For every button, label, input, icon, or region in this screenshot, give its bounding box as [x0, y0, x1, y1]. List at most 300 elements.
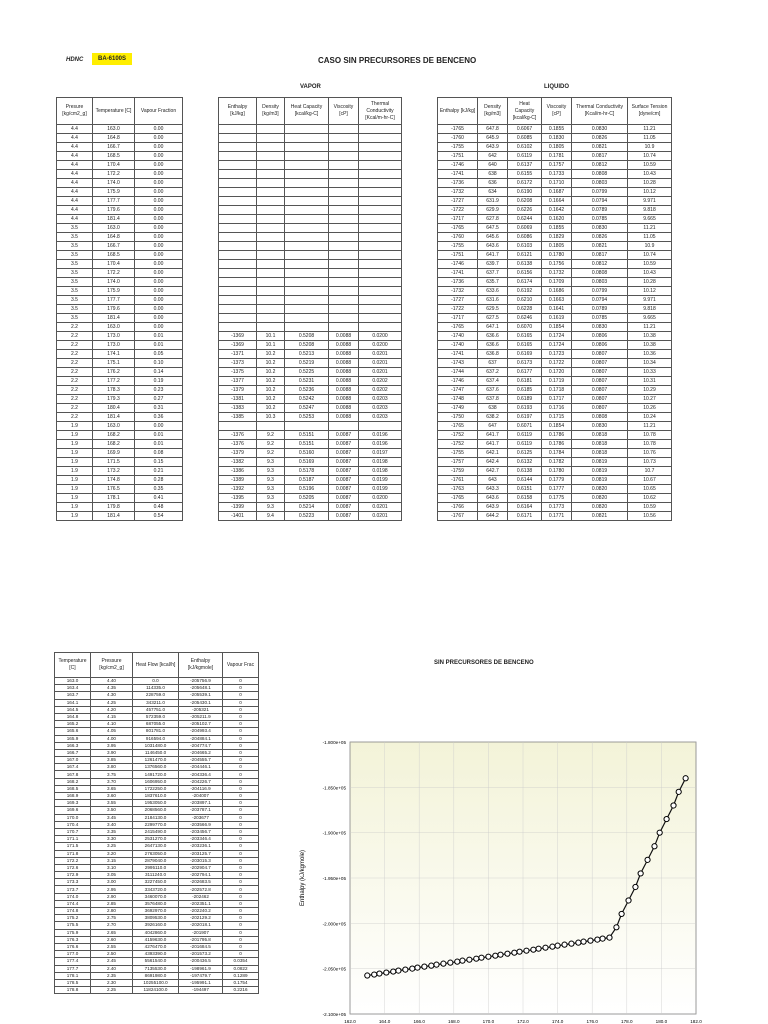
- table-row: [219, 170, 402, 179]
- table-cell: [359, 143, 402, 152]
- table-cell: 3692970.0: [133, 908, 179, 915]
- data-point: [486, 954, 491, 959]
- table-cell: 0.0088: [329, 386, 359, 395]
- table-cell: 10.2: [257, 359, 285, 368]
- table-cell: -1717: [438, 215, 478, 224]
- table-cell: 0.6197: [508, 413, 542, 422]
- table-row: [55, 893, 259, 900]
- table-cell: [359, 278, 402, 287]
- table-cell: 2.2: [57, 332, 93, 341]
- table-cell: 164.8: [55, 713, 91, 720]
- table-cell: 0.0830: [572, 422, 628, 431]
- table-cell: 4.4: [57, 197, 93, 206]
- table-cell: 0.5236: [285, 386, 329, 395]
- table-row: [57, 350, 183, 359]
- table-cell: 8691980.0: [133, 972, 179, 979]
- table-cell: 9.3: [257, 485, 285, 494]
- table-cell: 2.60: [91, 936, 133, 943]
- data-point: [614, 925, 619, 930]
- table-cell: 0.1732: [542, 269, 572, 278]
- table-cell: 0.0818: [572, 431, 628, 440]
- table-cell: 0.6121: [508, 251, 542, 260]
- data-point: [384, 970, 389, 975]
- table-cell: [329, 215, 359, 224]
- x-tick-label: 166.0: [413, 1019, 425, 1024]
- col-header: Thermal Conductivity [Kcal/m-hr-C]: [359, 98, 402, 125]
- table-cell: 175.9: [93, 287, 135, 296]
- table-cell: 0.0201: [359, 368, 402, 377]
- table-cell: 1.9: [57, 458, 93, 467]
- table-cell: [257, 125, 285, 134]
- table-cell: 10.43: [628, 170, 672, 179]
- table-cell: 10.2: [257, 377, 285, 386]
- table-cell: [257, 251, 285, 260]
- table-row: [55, 987, 259, 994]
- table-cell: 2.50: [91, 951, 133, 958]
- table-cell: 0.0203: [359, 413, 402, 422]
- table-cell: 0: [223, 785, 259, 792]
- table-cell: 0.1754: [223, 979, 259, 986]
- table-cell: -1385: [219, 413, 257, 422]
- table-row: [57, 233, 183, 242]
- table-cell: 642.4: [478, 458, 508, 467]
- table-cell: 0.1830: [542, 134, 572, 143]
- table-cell: 0.0826: [572, 134, 628, 143]
- table-row: [219, 440, 402, 449]
- table-row: [55, 972, 259, 979]
- table-cell: 2.90: [91, 893, 133, 900]
- table-row: [55, 922, 259, 929]
- table-cell: 0.1757: [542, 161, 572, 170]
- table-row: [219, 458, 402, 467]
- table-cell: 0.0088: [329, 332, 359, 341]
- table-cell: [329, 251, 359, 260]
- table-cell: [329, 233, 359, 242]
- table-row: [219, 323, 402, 332]
- table-cell: -204116.9: [179, 785, 223, 792]
- table-cell: 0.1709: [542, 278, 572, 287]
- table-row: [438, 179, 672, 188]
- table-cell: [285, 224, 329, 233]
- table-cell: 0.2216: [223, 987, 259, 994]
- table-cell: 3460070.0: [133, 893, 179, 900]
- data-point: [493, 953, 498, 958]
- table-cell: [285, 296, 329, 305]
- table-cell: 0.00: [135, 242, 183, 251]
- table-cell: [329, 422, 359, 431]
- table-row: [438, 269, 672, 278]
- table-cell: [257, 206, 285, 215]
- data-point: [633, 884, 638, 889]
- table-row: [55, 936, 259, 943]
- table-row: [57, 422, 183, 431]
- table-row: [57, 242, 183, 251]
- table-cell: -201907: [179, 929, 223, 936]
- table-cell: [257, 323, 285, 332]
- table-cell: [285, 125, 329, 134]
- table-row: [55, 721, 259, 728]
- table-cell: -1379: [219, 449, 257, 458]
- table-cell: 0: [223, 699, 259, 706]
- table-cell: 174.0: [55, 893, 91, 900]
- table-cell: 0.0807: [572, 395, 628, 404]
- table-row: [57, 260, 183, 269]
- table-row: [438, 305, 672, 314]
- table-cell: 10.28: [628, 179, 672, 188]
- table-row: [219, 494, 402, 503]
- table-cell: [329, 206, 359, 215]
- data-point: [517, 949, 522, 954]
- table-cell: 647: [478, 422, 508, 431]
- table-cell: 0.6172: [508, 179, 542, 188]
- table-cell: 0.27: [135, 395, 183, 404]
- table-cell: -1732: [438, 188, 478, 197]
- table-row: [55, 699, 259, 706]
- table-row: [438, 368, 672, 377]
- table-cell: 172.6: [55, 864, 91, 871]
- table-cell: 0.1786: [542, 440, 572, 449]
- table-cell: 0.1805: [542, 242, 572, 251]
- table-cell: 10.29: [628, 386, 672, 395]
- data-point: [595, 937, 600, 942]
- table-cell: 7135530.0: [133, 965, 179, 972]
- table-cell: [285, 260, 329, 269]
- table-cell: 2.80: [91, 908, 133, 915]
- table-cell: -1765: [438, 323, 478, 332]
- table-cell: 10.65: [628, 485, 672, 494]
- table-cell: 3227450.0: [133, 879, 179, 886]
- data-point: [377, 971, 382, 976]
- table-row: [438, 485, 672, 494]
- table-cell: 643.3: [478, 485, 508, 494]
- table-row: [55, 900, 259, 907]
- table-row: [438, 467, 672, 476]
- table-cell: 3.60: [91, 793, 133, 800]
- table-cell: 0.6138: [508, 467, 542, 476]
- table-cell: 0.6119: [508, 152, 542, 161]
- table-cell: [359, 170, 402, 179]
- table-cell: 1.9: [57, 449, 93, 458]
- table-row: [438, 413, 672, 422]
- table-row: [55, 850, 259, 857]
- table-cell: 0.1642: [542, 206, 572, 215]
- table-cell: 0.0808: [572, 269, 628, 278]
- table-cell: 10.2: [257, 395, 285, 404]
- table-row: [57, 269, 183, 278]
- table-row: [57, 413, 183, 422]
- table-cell: [359, 314, 402, 323]
- table-cell: 0.0203: [359, 404, 402, 413]
- table-cell: 0.0830: [572, 125, 628, 134]
- table-row: [55, 728, 259, 735]
- table-cell: 0.6085: [508, 134, 542, 143]
- table-cell: 9.2: [257, 449, 285, 458]
- table-cell: [359, 125, 402, 134]
- data-point: [505, 951, 510, 956]
- table-cell: 176.3: [55, 936, 91, 943]
- data-point: [619, 911, 624, 916]
- col-header: Heat Capacity [kcal/kg-C]: [508, 98, 542, 125]
- table-cell: -205211.9: [179, 713, 223, 720]
- table-cell: [257, 179, 285, 188]
- table-cell: -1747: [438, 386, 478, 395]
- table-cell: 0.35: [135, 485, 183, 494]
- table-row: [219, 314, 402, 323]
- table-row: [57, 152, 183, 161]
- table-cell: 163.4: [55, 685, 91, 692]
- table-cell: 10.7: [628, 467, 672, 476]
- table-cell: 0.5253: [285, 413, 329, 422]
- table-row: [55, 764, 259, 771]
- table-cell: 0.0087: [329, 440, 359, 449]
- table-cell: 0.6173: [508, 359, 542, 368]
- table-cell: 3.95: [91, 742, 133, 749]
- data-point: [550, 944, 555, 949]
- table-cell: 0.0822: [223, 965, 259, 972]
- table-cell: 0.00: [135, 314, 183, 323]
- table-cell: -1395: [219, 494, 257, 503]
- table-row: [438, 314, 672, 323]
- data-point: [415, 965, 420, 970]
- table-cell: 0: [223, 800, 259, 807]
- table-cell: 0.0088: [329, 350, 359, 359]
- table-cell: 9.3: [257, 467, 285, 476]
- table-cell: 1.9: [57, 431, 93, 440]
- table-cell: 176.2: [93, 368, 135, 377]
- table-cell: -1752: [438, 440, 478, 449]
- table-cell: 0.41: [135, 494, 183, 503]
- table-cell: 0.0799: [572, 188, 628, 197]
- table-cell: [257, 152, 285, 161]
- table-cell: 0.0826: [572, 233, 628, 242]
- table-cell: 2.65: [91, 929, 133, 936]
- table-cell: 0.00: [135, 296, 183, 305]
- table-cell: 10.38: [628, 341, 672, 350]
- table-cell: 0: [223, 843, 259, 850]
- table-row: [57, 359, 183, 368]
- data-point: [645, 857, 650, 862]
- table-cell: -1755: [438, 449, 478, 458]
- table-cell: 0: [223, 706, 259, 713]
- table-cell: 631.6: [478, 296, 508, 305]
- table-row: [57, 368, 183, 377]
- table-row: [55, 929, 259, 936]
- table-cell: [257, 287, 285, 296]
- table-cell: 10.76: [628, 449, 672, 458]
- col-header: Enthalpy [kJ/kgmole]: [179, 653, 223, 678]
- table-cell: 0.0817: [572, 152, 628, 161]
- table-cell: -1750: [438, 413, 478, 422]
- table-cell: -194497: [179, 987, 223, 994]
- case-tag: BA-6100S: [92, 53, 132, 65]
- table-cell: 4276470.0: [133, 943, 179, 950]
- table-cell: 0: [223, 879, 259, 886]
- table-cell: 9.971: [628, 197, 672, 206]
- table-row: [438, 215, 672, 224]
- table-cell: 0.5247: [285, 404, 329, 413]
- table-row: [55, 879, 259, 886]
- data-point: [664, 816, 669, 821]
- table-cell: 3.30: [91, 836, 133, 843]
- table-cell: 3.5: [57, 242, 93, 251]
- table-cell: 171.5: [55, 843, 91, 850]
- table-cell: 0.6151: [508, 485, 542, 494]
- table-cell: [359, 224, 402, 233]
- table-row: [438, 224, 672, 233]
- data-point: [657, 830, 662, 835]
- table-row: [219, 341, 402, 350]
- table-cell: 0.1775: [542, 494, 572, 503]
- table-cell: -202572.8: [179, 886, 223, 893]
- table-cell: [219, 305, 257, 314]
- table-cell: 0.0196: [359, 440, 402, 449]
- table-cell: 168.2: [93, 431, 135, 440]
- table-cell: 0.0087: [329, 431, 359, 440]
- table-cell: -1741: [438, 170, 478, 179]
- table-cell: 169.9: [93, 449, 135, 458]
- table-cell: 167.0: [55, 757, 91, 764]
- table-cell: 0: [223, 857, 259, 864]
- y-tick-label: -2.000e+05: [322, 921, 346, 927]
- data-point: [569, 941, 574, 946]
- table-cell: 0.0818: [572, 440, 628, 449]
- table-row: [438, 431, 672, 440]
- table-cell: 0.0807: [572, 404, 628, 413]
- table-cell: 0.0807: [572, 359, 628, 368]
- table-cell: [359, 305, 402, 314]
- table-row: [219, 431, 402, 440]
- table-cell: 637.8: [478, 395, 508, 404]
- table-cell: 164.5: [55, 706, 91, 713]
- table-cell: -1765: [438, 422, 478, 431]
- table-cell: 114335.0: [133, 685, 179, 692]
- data-point: [498, 952, 503, 957]
- table-cell: -203346.4: [179, 836, 223, 843]
- table-row: [55, 872, 259, 879]
- table-cell: -205756.9: [179, 678, 223, 685]
- table-cell: 163.0: [93, 422, 135, 431]
- table-cell: -1766: [438, 503, 478, 512]
- table-cell: [329, 323, 359, 332]
- table-cell: 0.6210: [508, 296, 542, 305]
- table-cell: 10.59: [628, 260, 672, 269]
- table-cell: 0.1779: [542, 476, 572, 485]
- table-cell: -1746: [438, 260, 478, 269]
- table-cell: 0: [223, 742, 259, 749]
- table-cell: -1722: [438, 206, 478, 215]
- table-cell: 10.73: [628, 458, 672, 467]
- table-cell: 0.6226: [508, 206, 542, 215]
- table-cell: 629.5: [478, 305, 508, 314]
- table-cell: -1740: [438, 341, 478, 350]
- table-cell: 10.43: [628, 269, 672, 278]
- table-cell: [359, 179, 402, 188]
- table-cell: 0.0819: [572, 458, 628, 467]
- table-row: [438, 422, 672, 431]
- data-point: [460, 958, 465, 963]
- header-left-label: HDNC: [66, 57, 84, 63]
- table-cell: 0: [223, 915, 259, 922]
- table-row: [438, 341, 672, 350]
- table-row: [55, 828, 259, 835]
- table-row: [219, 251, 402, 260]
- table-cell: 2.75: [91, 915, 133, 922]
- table-cell: 0.00: [135, 278, 183, 287]
- table-cell: 2.2: [57, 395, 93, 404]
- table-cell: 0.0799: [572, 287, 628, 296]
- table-cell: 4.05: [91, 728, 133, 735]
- table-cell: 0.6244: [508, 215, 542, 224]
- table-cell: 0.5208: [285, 332, 329, 341]
- table-row: [57, 440, 183, 449]
- table-cell: -1732: [438, 287, 478, 296]
- table-cell: 5561540.0: [133, 958, 179, 965]
- table-row: [57, 188, 183, 197]
- table-cell: 0: [223, 943, 259, 950]
- table-cell: 0.0807: [572, 368, 628, 377]
- table-cell: 4.4: [57, 215, 93, 224]
- table-row: [55, 749, 259, 756]
- col-header: Enthalpy [kJ/kg]: [438, 98, 478, 125]
- table-cell: 10.2: [257, 350, 285, 359]
- table-cell: 0.1854: [542, 323, 572, 332]
- table-cell: [285, 143, 329, 152]
- table-cell: -1748: [438, 395, 478, 404]
- table-cell: 0.0820: [572, 503, 628, 512]
- table-cell: 178.8: [55, 987, 91, 994]
- col-header: Temperature [C]: [55, 653, 91, 678]
- table-cell: 10.2: [257, 368, 285, 377]
- table-cell: -1761: [438, 476, 478, 485]
- table-cell: [359, 197, 402, 206]
- table-cell: [329, 143, 359, 152]
- table-cell: [359, 233, 402, 242]
- table-cell: 636.8: [478, 350, 508, 359]
- table-cell: -202683.5: [179, 879, 223, 886]
- table-row: [438, 359, 672, 368]
- table-cell: 0.1733: [542, 170, 572, 179]
- table-cell: 1376560.0: [133, 764, 179, 771]
- table-cell: 0.0197: [359, 449, 402, 458]
- table-cell: 0.28: [135, 476, 183, 485]
- table-cell: [257, 233, 285, 242]
- table-cell: 0.0789: [572, 206, 628, 215]
- table-cell: 168.2: [93, 440, 135, 449]
- table-cell: 164.1: [55, 699, 91, 706]
- table-row: [55, 843, 259, 850]
- table-cell: 0.6165: [508, 341, 542, 350]
- heat-flow-table: [54, 652, 259, 994]
- table-cell: 166.7: [55, 749, 91, 756]
- table-row: [219, 359, 402, 368]
- table-row: [438, 170, 672, 179]
- table-cell: 177.7: [93, 296, 135, 305]
- table-cell: 0.01: [135, 332, 183, 341]
- table-cell: 177.7: [55, 965, 91, 972]
- table-cell: -202904.7: [179, 864, 223, 871]
- table-cell: 3.15: [91, 857, 133, 864]
- table-cell: 2184130.0: [133, 814, 179, 821]
- table-cell: 629.9: [478, 206, 508, 215]
- table-cell: 0.0088: [329, 341, 359, 350]
- data-point: [531, 947, 536, 952]
- table-cell: 0.5169: [285, 458, 329, 467]
- table-cell: 0.1717: [542, 395, 572, 404]
- table-cell: 1.9: [57, 476, 93, 485]
- table-row: [438, 323, 672, 332]
- table-cell: 634: [478, 188, 508, 197]
- table-cell: 10.3: [257, 413, 285, 422]
